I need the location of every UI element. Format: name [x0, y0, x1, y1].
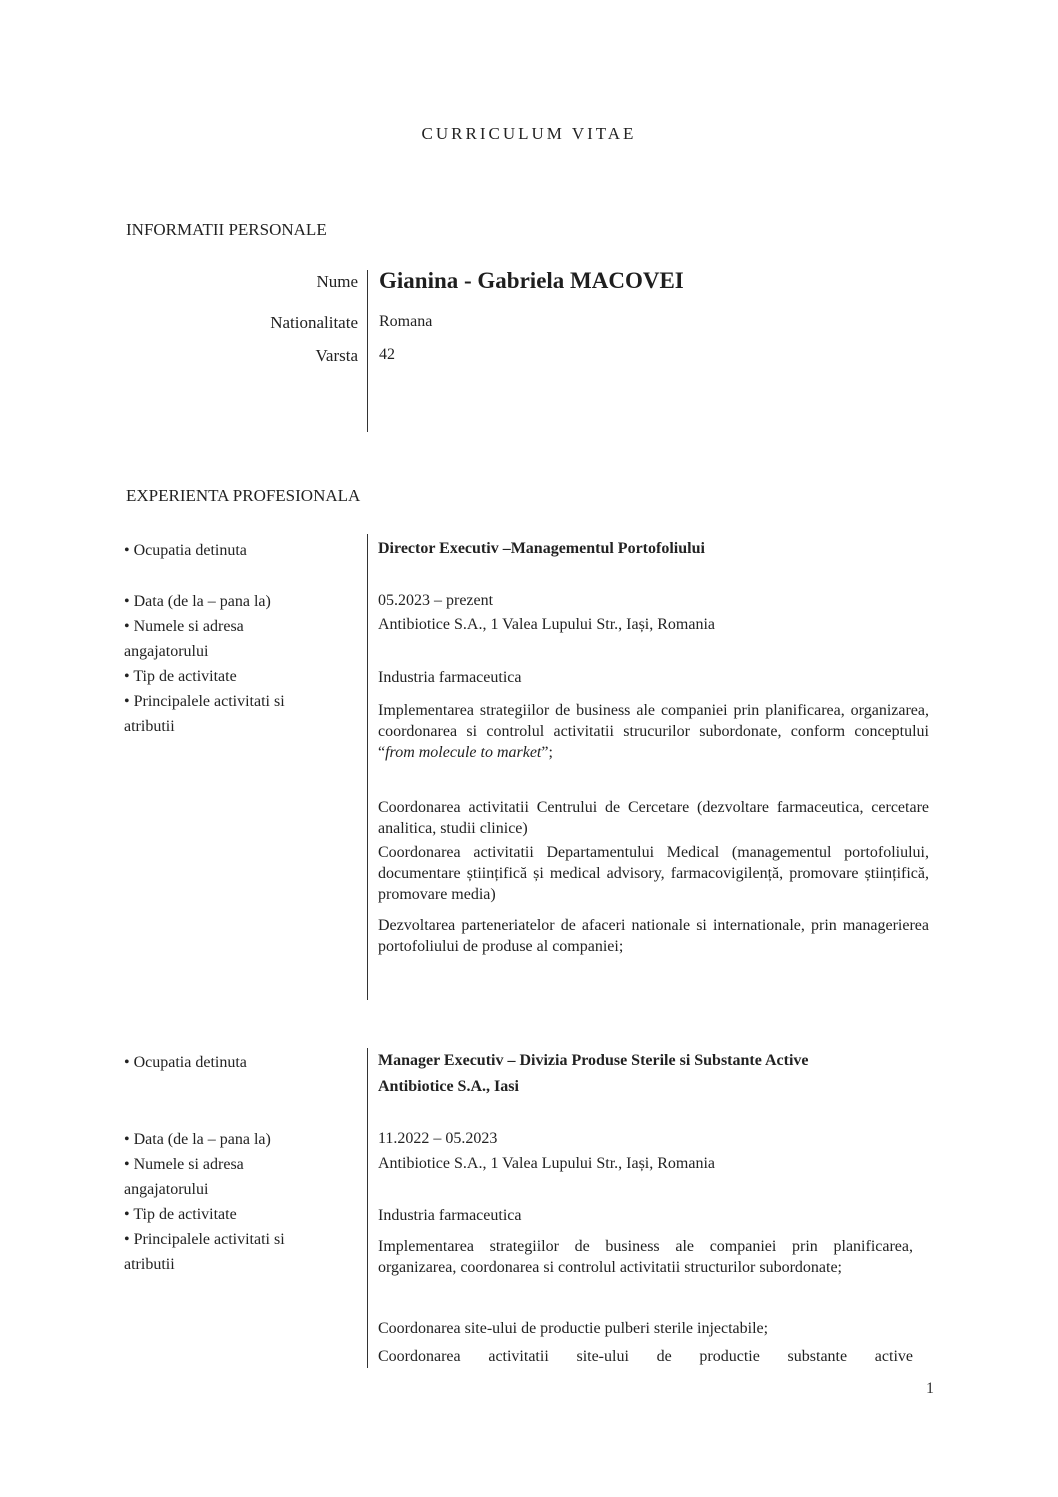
- age-label: Varsta: [315, 346, 358, 365]
- job-1-activity-2: Coordonarea activitatii Centrului de Cercetare (dezvoltare farmaceutica, cercetare analitica, studii clinice): [378, 799, 929, 837]
- job-1-activity-1: Implementarea strategiilor de business ale companiei prin planificarea, organizarea, coordonarea si controlul activitatii strucurilor subordonate, conform conceptului “from molecule to market”;: [378, 702, 929, 761]
- job-1-occupation-label: • Ocupatia detinuta: [124, 542, 247, 559]
- job-2-activity-type: Industria farmaceutica: [378, 1207, 522, 1224]
- job-2-occupation: Manager Executiv – Divizia Produse Sterile si Substante Active Antibiotice S.A., Iasi: [378, 1052, 809, 1095]
- age-value: 42: [379, 346, 395, 363]
- job-1-activity-3: Coordonarea activitatii Departamentului Medical (managementul portofoliului, documentare științifică și medical advisory, farmacovigilență, promovare științifică, promovare media): [378, 844, 929, 903]
- job-1-activity-type: Industria farmaceutica: [378, 669, 522, 686]
- document-title: CURRICULUM VITAE: [421, 124, 637, 143]
- person-name: Gianina - Gabriela MACOVEI: [379, 268, 684, 293]
- job-1-period: 05.2023 – prezent: [378, 592, 494, 609]
- job-2-activity-3: Coordonarea activitatii site-ului de productie substante active: [378, 1348, 913, 1365]
- job-1-activity-4: Dezvoltarea parteneriatelor de afaceri nationale si internationale, prin managerierea portofoliului de produse al companiei;: [378, 917, 929, 955]
- job-2-activity-1: Implementarea strategiilor de business ale companiei prin planificarea, organizarea, coordonarea si controlul activitatii structurilor subordonate;: [378, 1238, 913, 1276]
- experience-heading: EXPERIENTA PROFESIONALA: [126, 486, 361, 505]
- job-1-employer: Antibiotice S.A., 1 Valea Lupului Str., Iași, Romania: [378, 616, 715, 633]
- job-2-activity-2: Coordonarea site-ului de productie pulberi sterile injectabile;: [378, 1320, 769, 1337]
- personal-info-divider: [367, 270, 368, 432]
- job-1-occupation: Director Executiv –Managementul Portofoliului: [378, 540, 705, 557]
- personal-info-heading: INFORMATII PERSONALE: [126, 220, 327, 239]
- name-label: Nume: [316, 272, 358, 291]
- nationality-value: Romana: [379, 313, 433, 330]
- job-2-employer: Antibiotice S.A., 1 Valea Lupului Str., Iași, Romania: [378, 1155, 715, 1172]
- nationality-label: Nationalitate: [270, 313, 358, 332]
- job-1-divider: [367, 534, 368, 1000]
- job-2-occupation-label: • Ocupatia detinuta: [124, 1054, 247, 1071]
- job-1-date-label: • Data (de la – pana la) • Numele si adresa angajatorului • Tip de activitate • Principalele activitati si atributii: [124, 593, 285, 735]
- job-2-divider: [367, 1048, 368, 1368]
- job-2-period: 11.2022 – 05.2023: [378, 1130, 498, 1147]
- page-number: 1: [926, 1380, 934, 1397]
- job-2-date-label: • Data (de la – pana la) • Numele si adresa angajatorului • Tip de activitate • Principalele activitati si atributii: [124, 1131, 285, 1273]
